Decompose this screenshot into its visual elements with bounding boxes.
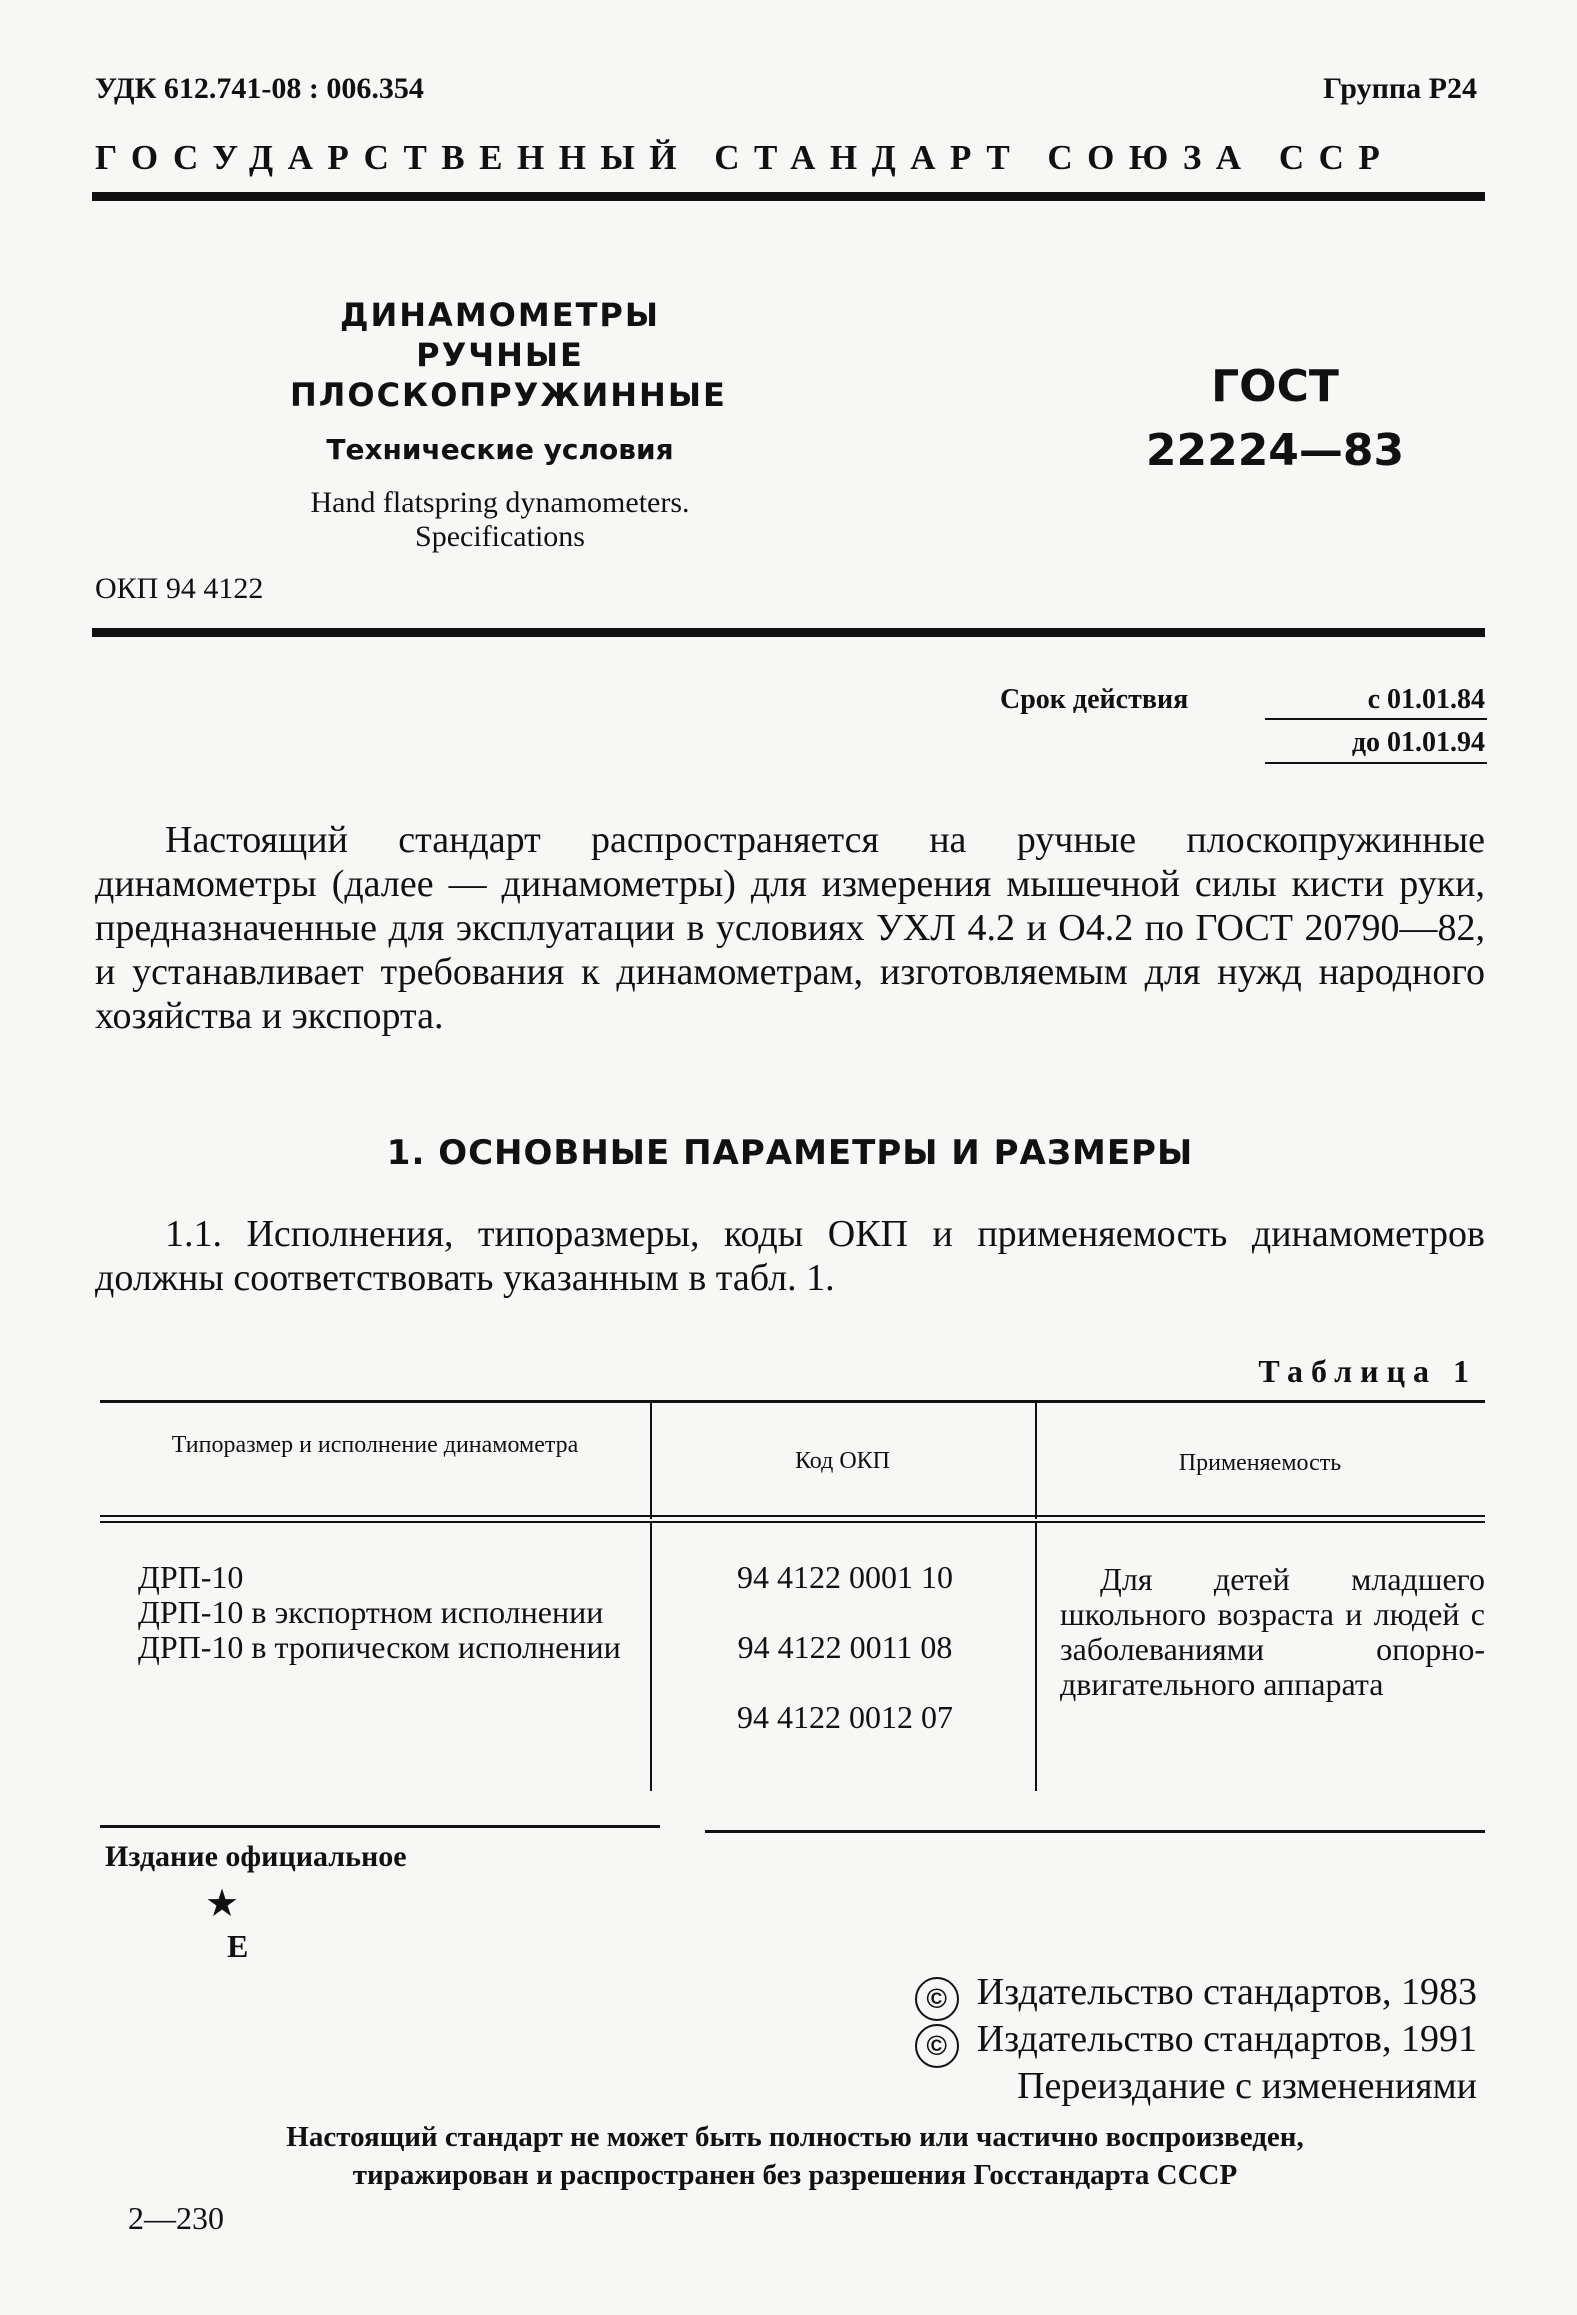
table-row-model-3: ДРП-10 в тропическом исполнении: [138, 1629, 621, 1665]
table-top-rule: [100, 1400, 1485, 1403]
udk-code: УДК 612.741-08 : 006.354: [95, 72, 424, 105]
validity-to: до 01.01.94: [1351, 727, 1485, 758]
edition-mark: Е: [227, 1928, 249, 1964]
paragraph-1-1: 1.1. Исполнения, типоразмеры, коды ОКП и применяемость динамометров должны соответствовать указанным в табл. 1.: [95, 1213, 1485, 1299]
validity-underline-1: [1265, 718, 1487, 720]
table-header-rule-1: [100, 1515, 1485, 1517]
table-row-model-2: ДРП-10 в экспортном исполнении: [138, 1594, 604, 1630]
copyright-line-2: [915, 2017, 1477, 2068]
table-codes-cell: [665, 1560, 1025, 1735]
table-body-separator-2: [1035, 1523, 1037, 1791]
gost-number: 22224—83: [1145, 425, 1405, 476]
title-block: [290, 295, 727, 554]
validity-from: с 01.01.84: [1367, 684, 1485, 715]
title-line-1: ДИНАМОМЕТРЫ РУЧНЫЕ: [339, 296, 660, 374]
copyright-text-2: Издательство стандартов, 1991: [976, 2018, 1477, 2060]
table-header-separator-1: [650, 1403, 652, 1519]
gost-block: [1095, 355, 1455, 483]
reissue-note: Переиздание с изменениями: [1017, 2065, 1477, 2107]
star-icon: ★: [205, 1883, 240, 1925]
table-row-code-2: 94 4122 0011 08: [737, 1629, 953, 1665]
table-row-model-1: ДРП-10: [138, 1559, 244, 1595]
table-header-rule-2: [100, 1521, 1485, 1523]
copyright-icon: ©: [915, 2024, 959, 2068]
table-body-separator-1: [650, 1523, 652, 1791]
table-bottom-rule-left: [100, 1825, 660, 1828]
gost-label: ГОСТ: [1211, 361, 1339, 412]
table-row-code-3: 94 4122 0012 07: [737, 1699, 953, 1735]
table-header-applicability: Применяемость: [1178, 1450, 1342, 1476]
table-header-code: Код ОКП: [794, 1448, 890, 1474]
copyright-line-1: [915, 1970, 1477, 2021]
table-header-model: Типоразмер и исполнение динамометра: [171, 1432, 579, 1458]
page-number: 2—230: [128, 2200, 224, 2236]
table-bottom-rule-right: [705, 1830, 1485, 1833]
header-rule: [92, 192, 1485, 201]
table-applicability-cell: Для детей младшего школьного возраста и людей с заболеваниями опорно-двигательного аппарата: [1060, 1561, 1485, 1702]
title-english-1: Hand flatspring dynamometers.: [310, 486, 690, 519]
section-1-title: 1. ОСНОВНЫЕ ПАРАМЕТРЫ И РАЗМЕРЫ: [386, 1133, 1194, 1173]
notice-line-2: тиражирован и распространен без разрешения Госстандарта СССР: [352, 2159, 1238, 2191]
copyright-text-1: Издательство стандартов, 1983: [976, 1971, 1477, 2013]
title-line-2: ПЛОСКОПРУЖИННЫЕ: [290, 376, 727, 414]
edition-label: Издание официальное: [105, 1840, 407, 1873]
title-subtitle: Технические условия: [326, 433, 674, 466]
title-english-2: Specifications: [415, 520, 585, 553]
group-code: Группа Р24: [1323, 72, 1477, 105]
notice-line-1: Настоящий стандарт не может быть полностью или частично воспроизведен,: [286, 2121, 1304, 2153]
table-row-code-1: 94 4122 0001 10: [737, 1559, 953, 1595]
title-rule: [92, 628, 1485, 637]
table-header-separator-2: [1035, 1403, 1037, 1519]
state-standard-banner: ГОСУДАРСТВЕННЫЙ СТАНДАРТ СОЮЗА ССР: [95, 138, 1395, 177]
intro-paragraph: Настоящий стандарт распространяется на ручные плоскопружинные динамометры (далее — динамометры) для измерения мышечной силы кисти руки, предназначенные для эксплуатации в условиях УХЛ 4.2 и О4.2 по ГОСТ 20790—82, и устанавливает требования к динамометрам, изготовляемым для нужд народного хозяйства и экспорта.: [95, 819, 1485, 1037]
validity-label: Срок действия: [1000, 684, 1189, 715]
okp-code: ОКП 94 4122: [95, 572, 264, 605]
validity-underline-2: [1265, 762, 1487, 764]
copyright-icon: ©: [915, 1977, 959, 2021]
reproduction-notice: [95, 2118, 1495, 2194]
table-1-label: Таблица 1: [1258, 1353, 1477, 1389]
table-models-cell: [100, 1560, 628, 1665]
